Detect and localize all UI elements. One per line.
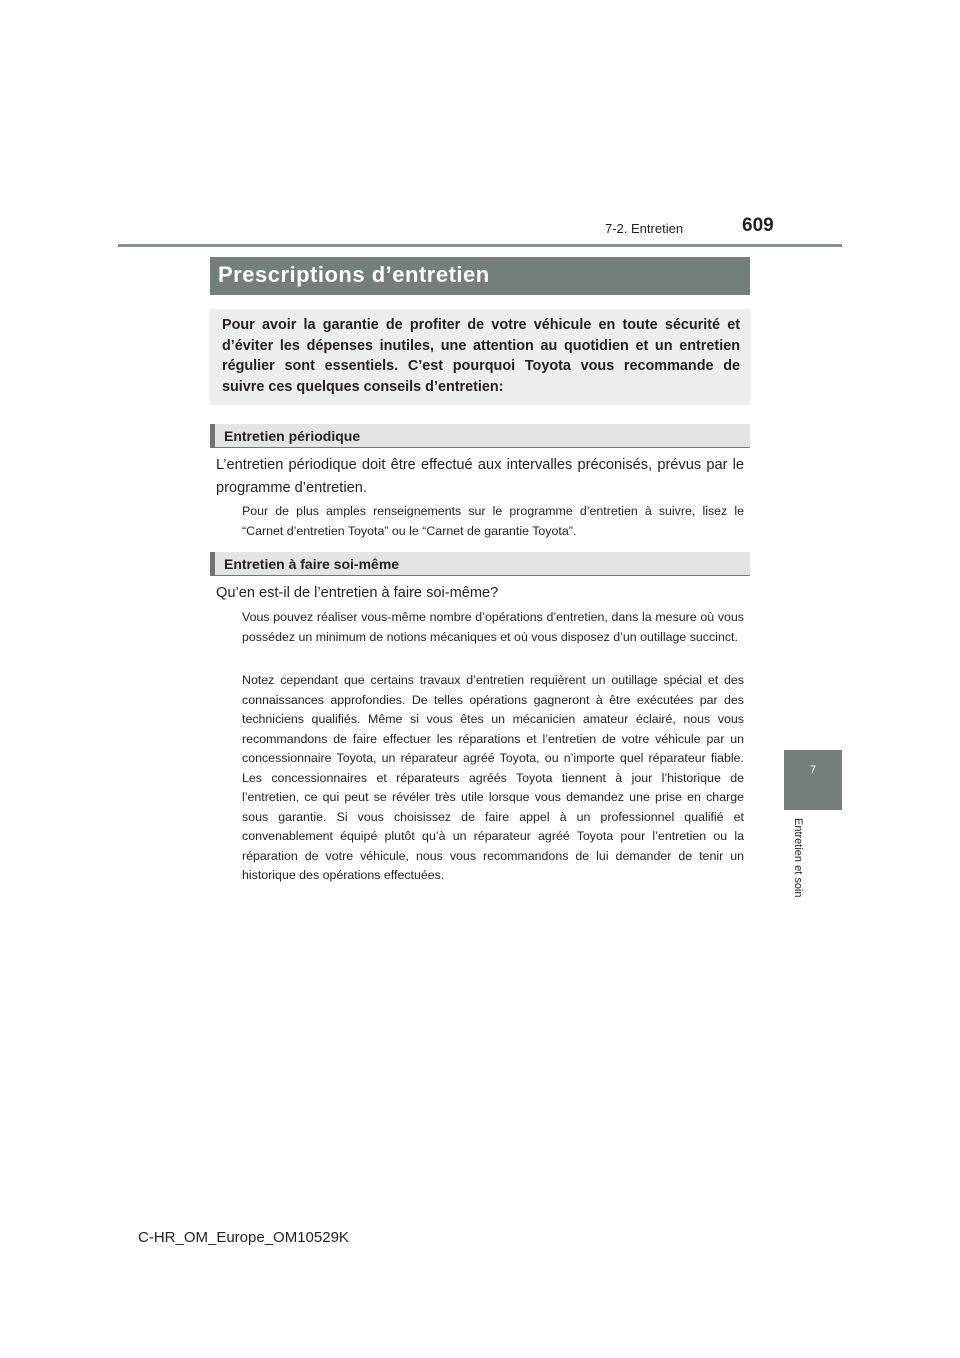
section-heading-label: Entretien périodique: [224, 428, 361, 444]
section-note-paragraph: Notez cependant que certains travaux d’entretien requièrent un outillage spécial et des connaissances approfondies. De telles opérations gagneront à être exécutées par des techniciens qualifiés. Même si vous êtes un mécanicien amateur éclairé, nous vous recommandons de faire effectuer les réparations et l’entretien de votre véhicule par un concessionnaire Toyota, un réparateur agréé Toyota, ou n’importe quel réparateur fiable. Les concessionnaires et réparateurs agréés Toyota tiennent à jour l’historique de l’entretien, ce qui peut se révéler très utile lorsque vous demandez une prise en charge sous garantie. Si vous choisissez de faire appel à un professionnel qualifié et convenablement équipé plutôt qu’à un réparateur agréé Toyota pour l’entretien ou la réparation de votre véhicule, nous vous recommandons de lui demander de tenir un historique des opérations effectuées.: [242, 673, 744, 882]
chapter-number-tab: 7: [784, 750, 842, 810]
section-lead-paragraph: Qu’en est-il de l’entretien à faire soi-même?: [216, 585, 499, 601]
page-number: 609: [742, 215, 774, 236]
header-divider: [118, 244, 842, 247]
section-lead-paragraph: L’entretien périodique doit être effectué aux intervalles préconisés, prévus par le programme d’entretien.: [216, 457, 744, 496]
header-section-title: 7-2. Entretien: [605, 221, 684, 236]
page-title: Prescriptions d’entretien: [218, 262, 490, 287]
chapter-title-vertical: Entretien et soin: [792, 818, 804, 898]
page-title-bar: [210, 257, 750, 295]
intro-text: Pour avoir la garantie de profiter de votre véhicule en toute sécurité et d’éviter les dépenses inutiles, une attention au quotidien et un entretien régulier sont essentiels. C’est pourquoi Toyota vous recommande de suivre ces quelques conseils d’entretien:: [222, 317, 740, 395]
section-note-paragraph: Vous pouvez réaliser vous-même nombre d’opérations d’entretien, dans la mesure où vous possédez un minimum de notions mécaniques et où vous disposez d’un outillage succinct.: [242, 610, 744, 644]
document-code-footer: C-HR_OM_Europe_OM10529K: [138, 1229, 349, 1246]
section-note-paragraph: Pour de plus amples renseignements sur le programme d’entretien à suivre, lisez le “Carnet d’entretien Toyota” ou le “Carnet de garantie Toyota”.: [242, 504, 744, 538]
intro-box: [210, 309, 750, 405]
section-heading-label: Entretien à faire soi-même: [224, 556, 400, 572]
section-heading-periodic: [210, 424, 750, 448]
section-heading-diy: [210, 552, 750, 576]
